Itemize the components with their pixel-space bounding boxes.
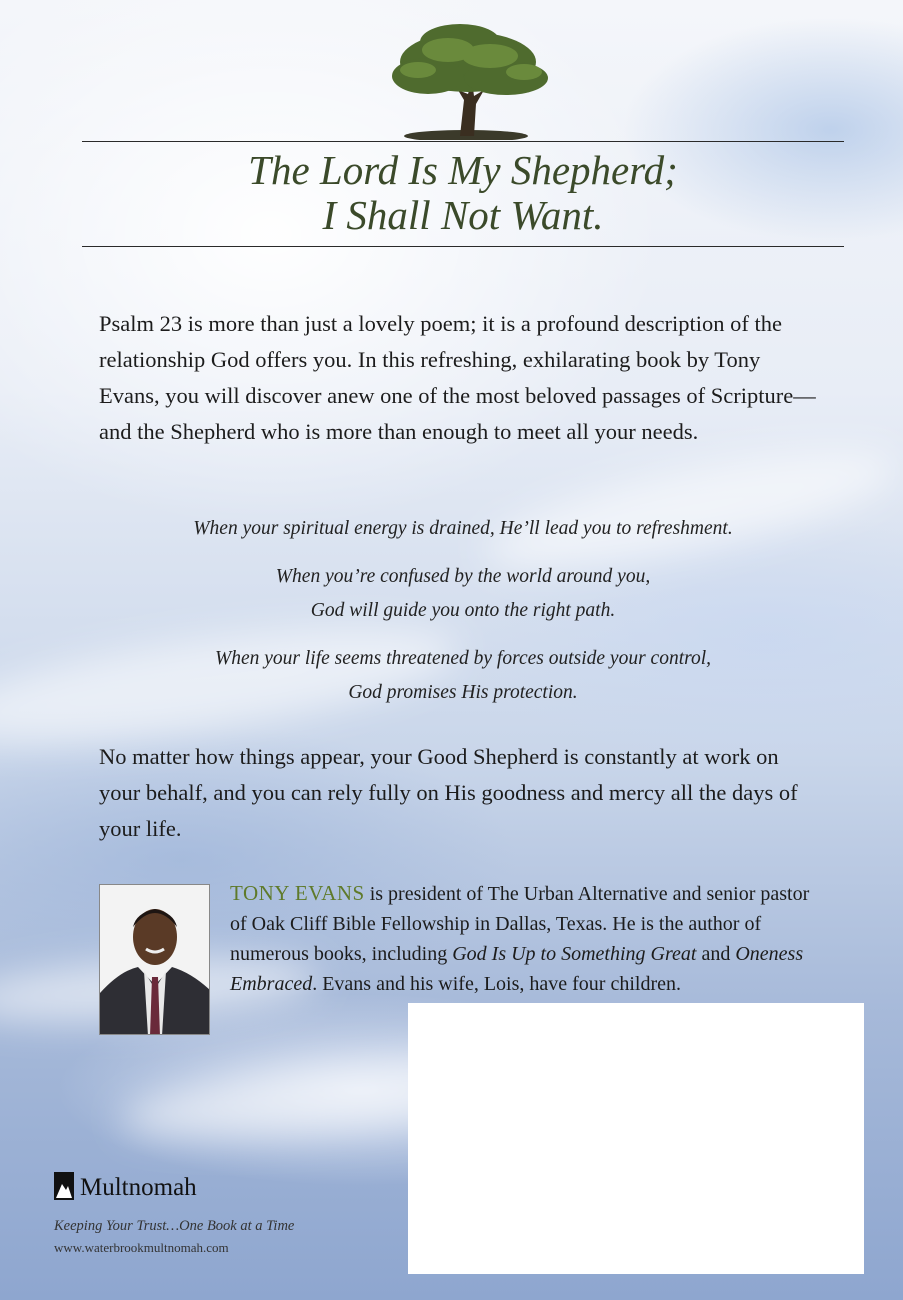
- top-divider: [82, 141, 844, 142]
- book-title-1: God Is Up to Something Great: [452, 943, 697, 965]
- author-portrait-icon: [100, 885, 210, 1035]
- publisher-url: www.waterbrookmultnomah.com: [54, 1240, 229, 1255]
- author-bio-text-1: is president of The Urban Alternative and senior pastor of Oak Cliff Bible Fellowship in Dallas, Texas. He is the author of numerous books, including: [230, 883, 810, 965]
- publisher-name: Multnomah: [80, 1174, 197, 1201]
- publisher-tagline: Keeping Your Trust…One Book at a Time: [54, 1218, 295, 1234]
- author-bio: [230, 878, 830, 999]
- mountain-door-logo-icon: [54, 1172, 74, 1200]
- barcode-label-area: [408, 1003, 864, 1274]
- author-bio-text-3: . Evans and his wife, Lois, have four children.: [312, 973, 681, 995]
- author-photo: [99, 884, 210, 1035]
- cover-heading: [82, 148, 844, 238]
- quote-1: [82, 512, 844, 546]
- bottom-divider: [82, 246, 844, 247]
- quote-2-line-1: When you’re confused by the world around you,: [275, 566, 651, 587]
- quote-2: [82, 560, 844, 628]
- quote-3-line-1: When your life seems threatened by forces outside your control,: [214, 648, 712, 669]
- heading-line-2: I Shall Not Want.: [322, 192, 604, 238]
- quote-1-line-1: When your spiritual energy is drained, He’ll lead you to refreshment.: [193, 518, 733, 539]
- publisher-block: [54, 1166, 394, 1266]
- heading-line-1: The Lord Is My Shepherd;: [248, 147, 678, 193]
- quote-2-line-2: God will guide you onto the right path.: [310, 600, 616, 621]
- author-name: TONY EVANS: [230, 881, 365, 905]
- quote-3: [82, 642, 844, 710]
- author-bio-text-2: and: [696, 943, 736, 965]
- book-title-2: Oneness Embraced: [230, 943, 804, 995]
- tree-icon: [378, 20, 558, 140]
- closing-paragraph: No matter how things appear, your Good Shepherd is constantly at work on your behalf, and you can rely fully on His goodness and mercy all the days of your life.: [99, 744, 798, 841]
- intro-paragraph: Psalm 23 is more than just a lovely poem; it is a profound description of the relationship God offers you. In this refreshing, exhilarating book by Tony Evans, you will discover anew one of the most beloved passages of Scripture—and the Shepherd who is more than enough to meet all your needs.: [99, 311, 816, 444]
- quote-3-line-2: God promises His protection.: [348, 682, 578, 703]
